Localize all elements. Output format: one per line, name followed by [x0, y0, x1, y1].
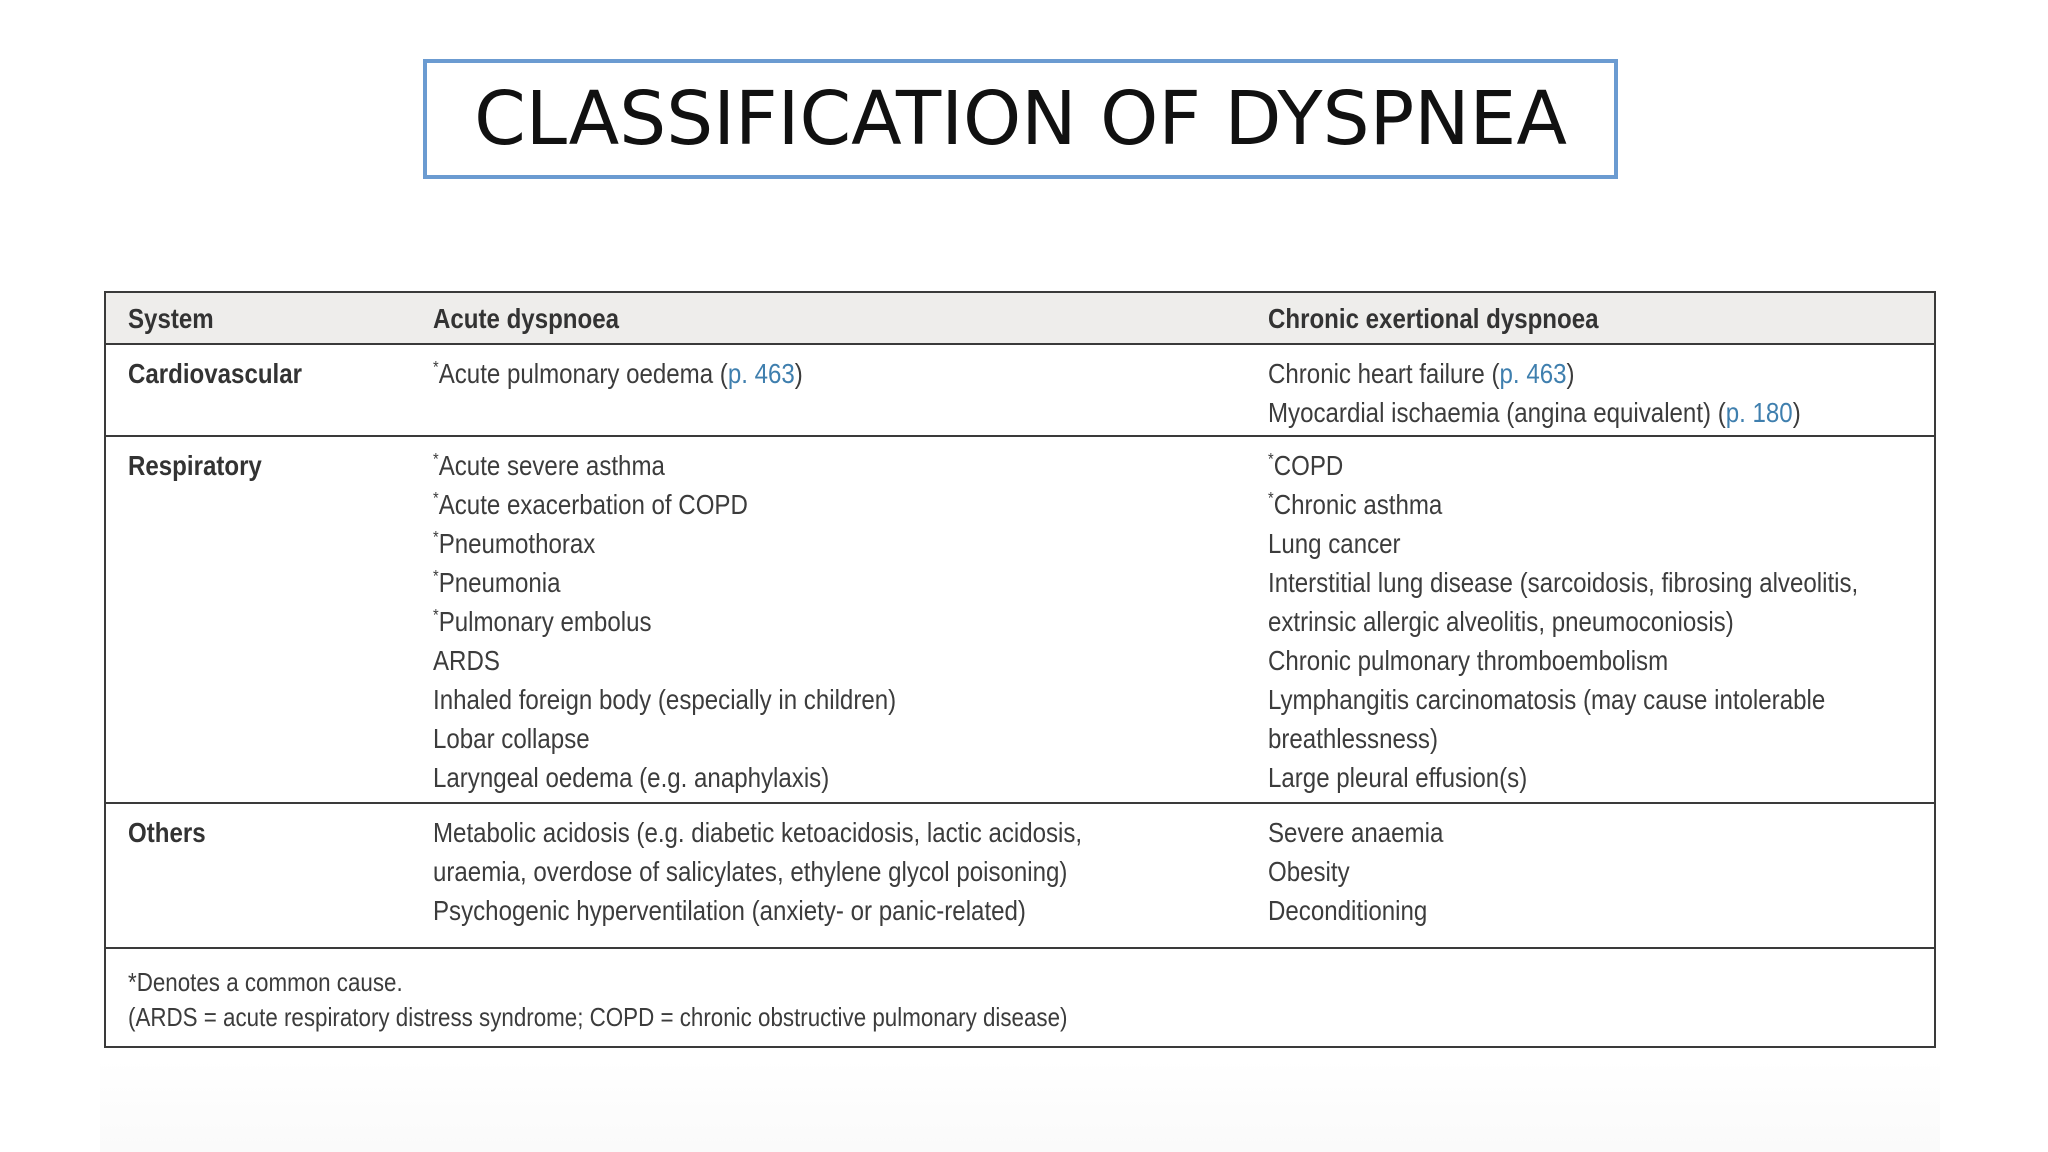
list-item: *Pneumonia — [433, 566, 561, 598]
list-item: Chronic pulmonary thromboembolism — [1268, 645, 1669, 676]
list-item: Psychogenic hyperventilation (anxiety- or panic-related) — [433, 895, 1026, 926]
list-item: *Pulmonary embolus — [433, 605, 652, 637]
respiratory-chronic-list — [1268, 437, 1932, 797]
table-row-others — [106, 804, 1934, 949]
slide-title-box — [423, 59, 1618, 179]
others-acute-list — [433, 804, 1263, 930]
others-chronic-list — [1268, 804, 1932, 930]
list-item: extrinsic allergic alveolitis, pneumoconiosis) — [1268, 606, 1734, 637]
list-item: Inhaled foreign body (especially in children) — [433, 684, 897, 715]
footnote-common-cause: *Denotes a common cause. — [128, 967, 403, 997]
list-item: *Chronic asthma — [1268, 488, 1443, 520]
list-item: Interstitial lung disease (sarcoidosis, fibrosing alveolitis, — [1268, 567, 1859, 598]
respiratory-acute-list — [433, 437, 1263, 797]
list-item: *Acute exacerbation of COPD — [433, 488, 748, 520]
slide-title: CLASSIFICATION OF DYSPNEA — [474, 76, 1567, 162]
list-item: *Pneumothorax — [433, 527, 596, 559]
list-item: Chronic heart failure (p. 463) — [1268, 358, 1575, 389]
list-item: *Acute pulmonary oedema (p. 463) — [433, 357, 803, 389]
footnote-abbreviations: (ARDS = acute respiratory distress syndrome; COPD = chronic obstructive pulmonary disease) — [128, 1002, 1068, 1032]
system-others: Others — [128, 817, 206, 848]
table-footnotes — [128, 965, 1220, 1035]
list-item: Obesity — [1268, 856, 1350, 887]
list-item: ARDS — [433, 645, 500, 676]
dyspnea-classification-table — [104, 291, 1936, 1048]
system-cardiovascular: Cardiovascular — [128, 358, 303, 389]
list-item: uraemia, overdose of salicylates, ethylene glycol poisoning) — [433, 856, 1068, 887]
page-reference-link[interactable]: p. 463 — [727, 358, 795, 389]
list-item: Metabolic acidosis (e.g. diabetic ketoacidosis, lactic acidosis, — [433, 817, 1083, 848]
table-footnote-row — [106, 949, 1934, 1048]
header-chronic-dyspnoea: Chronic exertional dyspnoea — [1268, 303, 1599, 334]
slide-bottom-shade — [100, 1060, 1940, 1152]
list-item: Severe anaemia — [1268, 817, 1444, 848]
table-header-row — [106, 293, 1934, 345]
system-respiratory: Respiratory — [128, 450, 262, 481]
page-reference-link[interactable]: p. 180 — [1725, 397, 1793, 428]
list-item: *Acute severe asthma — [433, 449, 665, 481]
list-item: Deconditioning — [1268, 895, 1428, 926]
list-item: Large pleural effusion(s) — [1268, 762, 1528, 793]
list-item: *COPD — [1268, 449, 1344, 481]
table-row-respiratory — [106, 437, 1934, 804]
page-reference-link[interactable]: p. 463 — [1499, 358, 1567, 389]
header-system: System — [128, 303, 214, 334]
cardiovascular-acute-list — [433, 345, 1263, 393]
list-item: Lung cancer — [1268, 528, 1401, 559]
list-item: Myocardial ischaemia (angina equivalent) (p. 180) — [1268, 397, 1801, 428]
list-item: breathlessness) — [1268, 723, 1438, 754]
list-item: Laryngeal oedema (e.g. anaphylaxis) — [433, 762, 830, 793]
list-item: Lobar collapse — [433, 723, 590, 754]
table-row-cardiovascular — [106, 345, 1934, 437]
cardiovascular-chronic-list — [1268, 345, 1932, 432]
list-item: Lymphangitis carcinomatosis (may cause intolerable — [1268, 684, 1826, 715]
header-acute-dyspnoea: Acute dyspnoea — [433, 303, 620, 334]
